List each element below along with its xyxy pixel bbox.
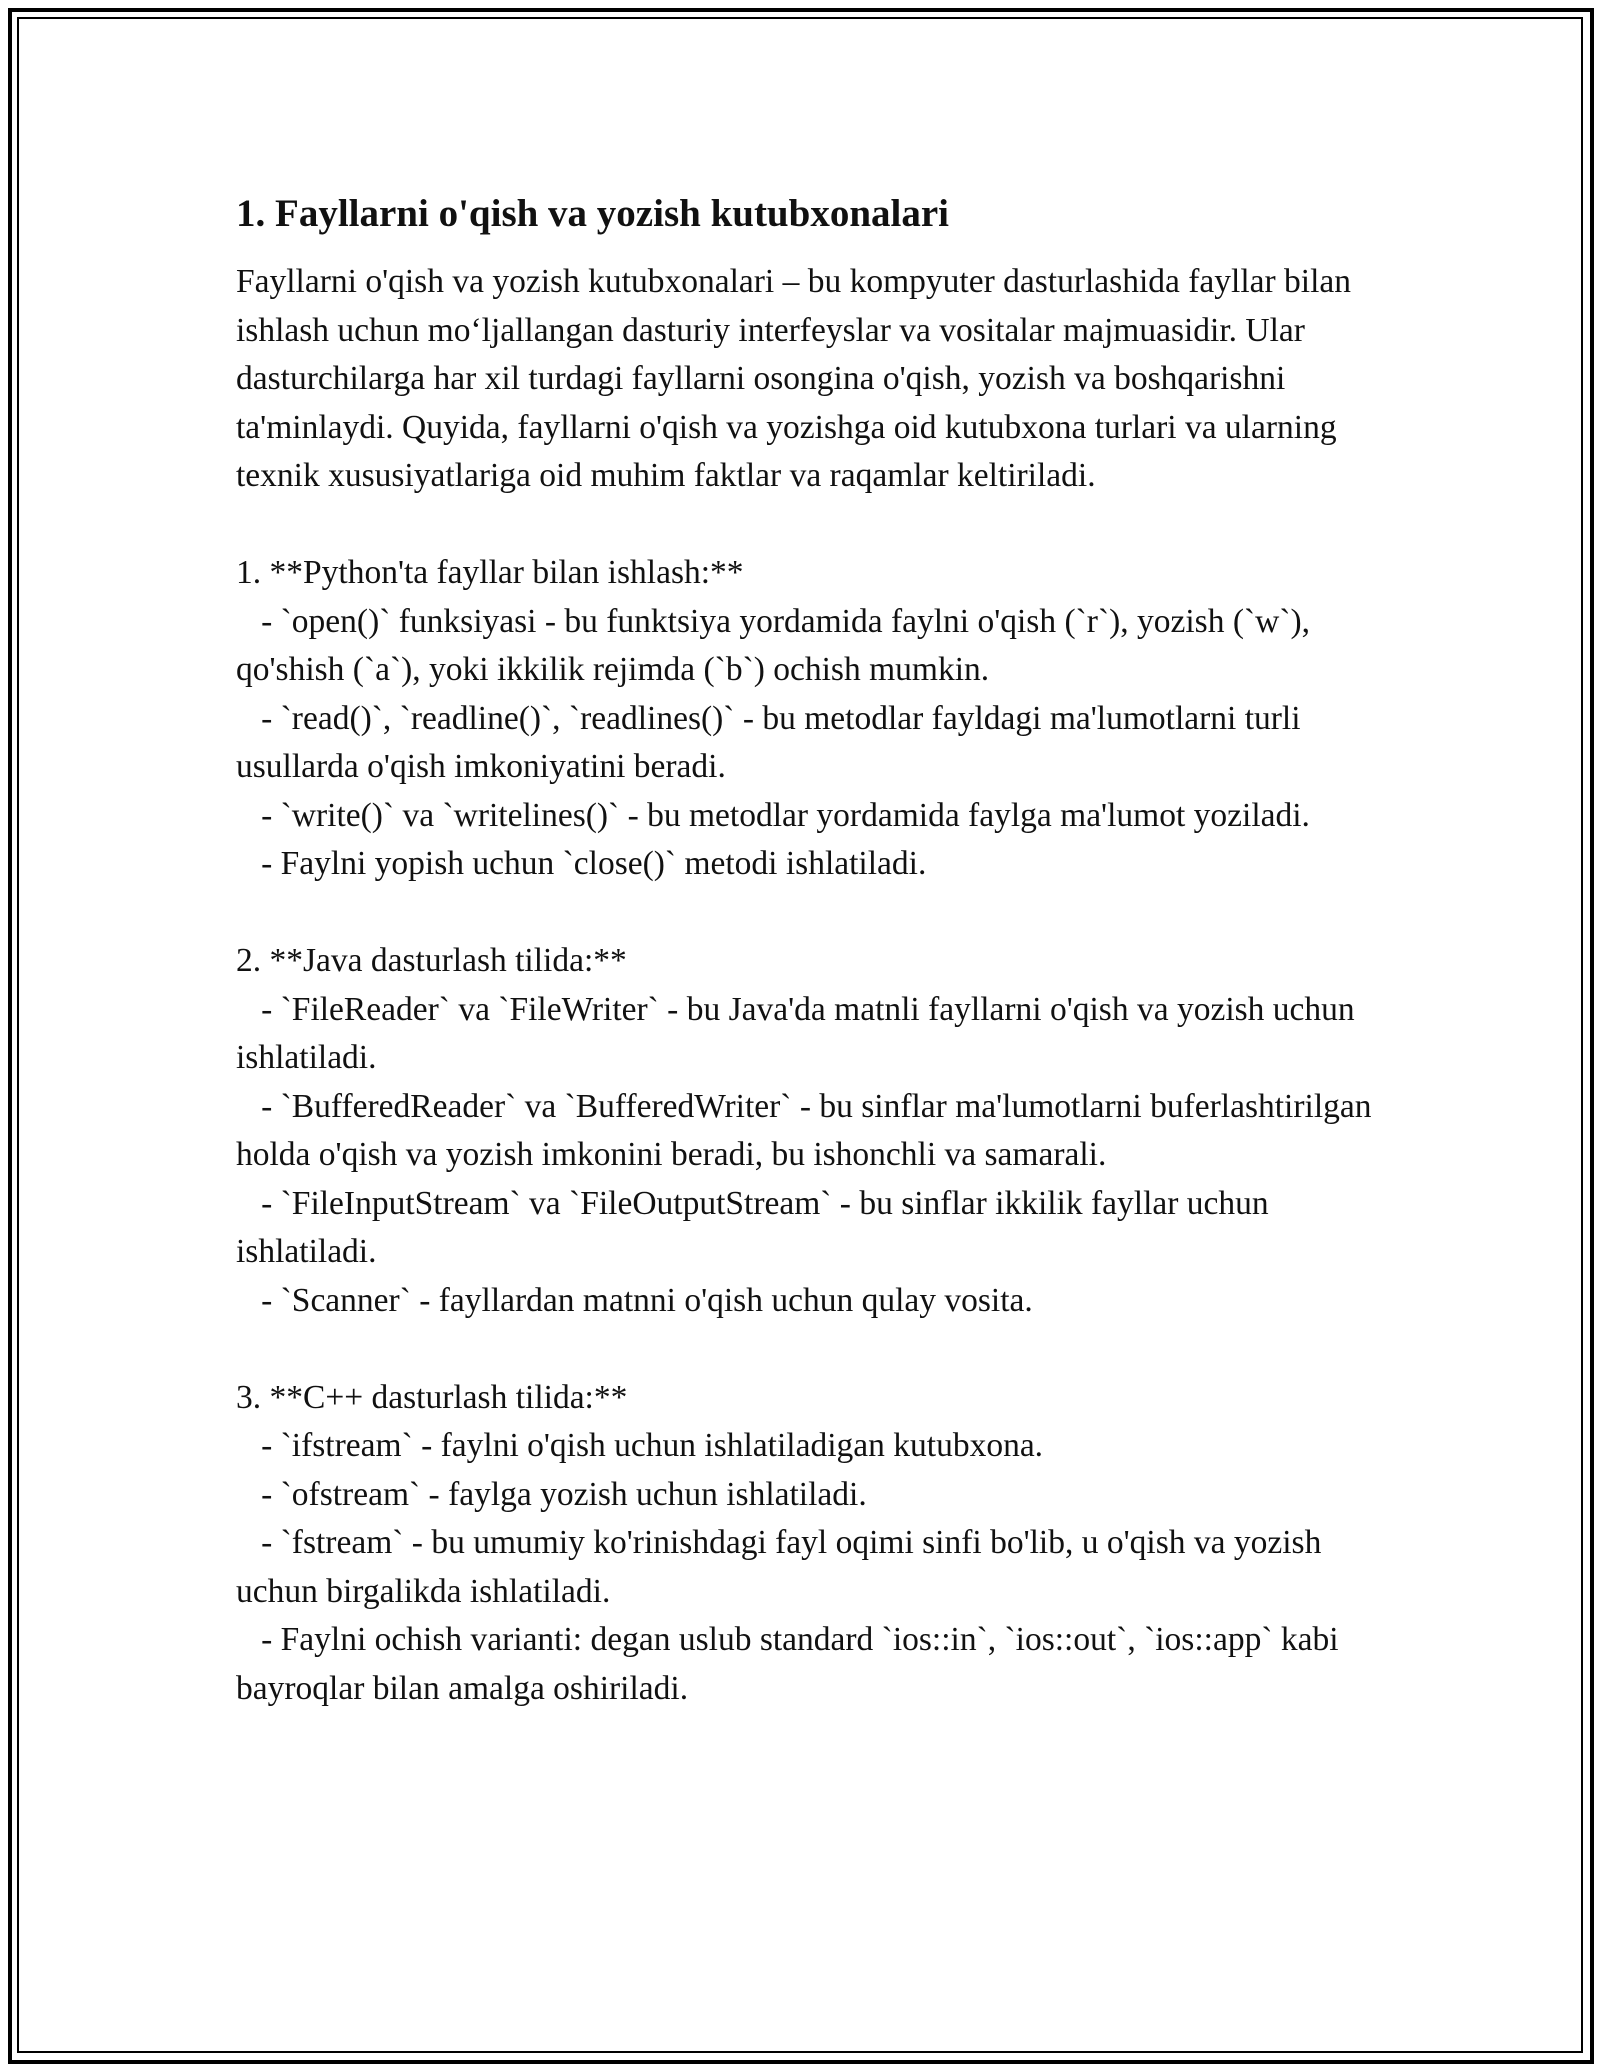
- section-python: [236, 549, 1376, 889]
- list-item: - `FileInputStream` va `FileOutputStream` - bu sinflar ikkilik fayllar uchun ishlatiladi.: [236, 1184, 1278, 1270]
- section-cpp: [236, 1374, 1376, 1714]
- list-item: - Faylni ochish varianti: degan uslub standard `ios::in`, `ios::out`, `ios::app` kabi bayroqlar bilan amalga oshiriladi.: [236, 1621, 1347, 1707]
- section-heading: 2. **Java dasturlash tilida:**: [236, 942, 627, 979]
- list-item: - `fstream` - bu umumiy ko'rinishdagi fayl oqimi sinfi bo'lib, u o'qish va yozish uchun birgalikda ishlatiladi.: [236, 1524, 1330, 1610]
- list-item: - `BufferedReader` va `BufferedWriter` - bu sinflar ma'lumotlarni buferlashtirilgan holda o'qish va yozish imkonini beradi, bu ishonchli va samarali.: [236, 1087, 1380, 1173]
- list-item: - Faylni yopish uchun `close()` metodi ishlatiladi.: [236, 845, 927, 882]
- section-java: [236, 937, 1380, 1325]
- list-item: - `ifstream` - faylni o'qish uchun ishlatiladigan kutubxona.: [236, 1427, 1044, 1464]
- list-item: - `open()` funksiyasi - bu funktsiya yordamida faylni o'qish (`r`), yozish (`w`), qo'shish (`a`), yoki ikkilik rejimda (`b`) ochish mumkin.: [236, 602, 1319, 688]
- section-heading: 1. **Python'ta fayllar bilan ishlash:**: [236, 554, 744, 591]
- document-title: 1. Fayllarni o'qish va yozish kutubxonalari: [236, 192, 949, 235]
- list-item: - `read()`, `readline()`, `readlines()` - bu metodlar fayldagi ma'lumotlarni turli usullarda o'qish imkoniyatini beradi.: [236, 699, 1309, 785]
- list-item: - `Scanner` - fayllardan matnni o'qish uchun qulay vosita.: [236, 1281, 1033, 1319]
- list-item: - `write()` va `writelines()` - bu metodlar yordamida faylga ma'lumot yoziladi.: [236, 796, 1310, 834]
- intro-paragraph: Fayllarni o'qish va yozish kutubxonalari – bu kompyuter dasturlashida fayllar bilan ishlash uchun mo‘ljallangan dasturiy interfeyslar va vositalar majmuasidir. Ular dasturchilarga har xil turdagi fayllarni osongina o'qish, yozish va boshqarishni ta'minlaydi. Quyida, fayllarni o'qish va yozishga oid kutubxona turlari va ularning texnik xususiyatlariga oid muhim faktlar va raqamlar keltiriladi.: [236, 263, 1352, 494]
- list-item: - `ofstream` - faylga yozish uchun ishlatiladi.: [236, 1475, 867, 1513]
- document-body: [236, 190, 1380, 1713]
- section-heading: 3. **C++ dasturlash tilida:**: [236, 1378, 628, 1416]
- list-item: - `FileReader` va `FileWriter` - bu Java'da matnli fayllarni o'qish va yozish uchun ishlatiladi.: [236, 990, 1364, 1076]
